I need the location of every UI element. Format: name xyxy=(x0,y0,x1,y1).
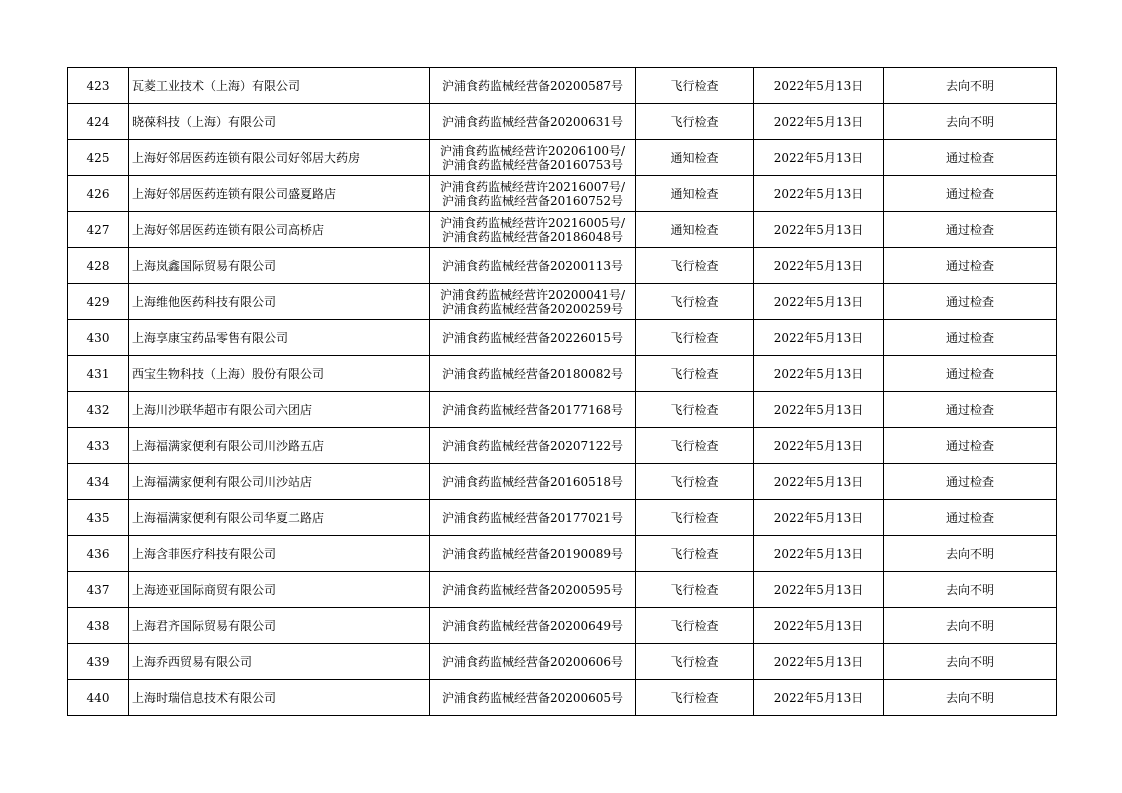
license-number-line: 沪浦食药监械经营备20226015号 xyxy=(441,330,624,345)
inspection-method-cell: 飞行检查 xyxy=(636,500,754,536)
license-number-line: 沪浦食药监械经营备20186048号 xyxy=(441,229,624,244)
inspection-result-cell: 去向不明 xyxy=(884,608,1057,644)
inspection-method-cell: 飞行检查 xyxy=(636,464,754,500)
license-number-cell xyxy=(430,572,636,608)
inspection-method-cell: 飞行检查 xyxy=(636,320,754,356)
license-number-line: 沪浦食药监械经营备20180082号 xyxy=(441,366,624,381)
inspection-method-cell: 飞行检查 xyxy=(636,104,754,140)
inspection-table-body xyxy=(68,68,1057,716)
row-number-cell: 427 xyxy=(68,212,129,248)
inspection-date-cell: 2022年5月13日 xyxy=(754,212,884,248)
inspection-method-cell: 飞行检查 xyxy=(636,428,754,464)
inspection-method-cell: 飞行检查 xyxy=(636,68,754,104)
license-number-line: 沪浦食药监械经营许20206100号/ xyxy=(439,143,626,158)
inspection-method-cell: 飞行检查 xyxy=(636,536,754,572)
company-name-cell: 上海乔西贸易有限公司 xyxy=(129,644,430,680)
license-number-cell xyxy=(430,248,636,284)
row-number-cell: 437 xyxy=(68,572,129,608)
inspection-date-cell: 2022年5月13日 xyxy=(754,248,884,284)
inspection-date-cell: 2022年5月13日 xyxy=(754,68,884,104)
inspection-method-cell: 飞行检查 xyxy=(636,248,754,284)
license-number-cell xyxy=(430,68,636,104)
license-number-line: 沪浦食药监械经营备20177168号 xyxy=(441,402,624,417)
table-row xyxy=(68,212,1057,248)
inspection-date-cell: 2022年5月13日 xyxy=(754,644,884,680)
inspection-date-cell: 2022年5月13日 xyxy=(754,428,884,464)
row-number-cell: 429 xyxy=(68,284,129,320)
row-number-cell: 440 xyxy=(68,680,129,716)
license-number-line: 沪浦食药监械经营备20160752号 xyxy=(441,193,624,208)
inspection-date-cell: 2022年5月13日 xyxy=(754,284,884,320)
inspection-method-cell: 飞行检查 xyxy=(636,572,754,608)
table-row xyxy=(68,428,1057,464)
inspection-result-cell: 去向不明 xyxy=(884,536,1057,572)
company-name-cell: 上海含菲医疗科技有限公司 xyxy=(129,536,430,572)
table-row xyxy=(68,104,1057,140)
inspection-method-cell: 通知检查 xyxy=(636,176,754,212)
license-number-line: 沪浦食药监械经营备20207122号 xyxy=(441,438,624,453)
inspection-result-cell: 通过检查 xyxy=(884,320,1057,356)
license-number-cell xyxy=(430,428,636,464)
table-row xyxy=(68,68,1057,104)
inspection-date-cell: 2022年5月13日 xyxy=(754,176,884,212)
inspection-date-cell: 2022年5月13日 xyxy=(754,572,884,608)
row-number-cell: 423 xyxy=(68,68,129,104)
inspection-method-cell: 飞行检查 xyxy=(636,608,754,644)
company-name-cell: 上海好邻居医药连锁有限公司盛夏路店 xyxy=(129,176,430,212)
license-number-cell xyxy=(430,356,636,392)
row-number-cell: 428 xyxy=(68,248,129,284)
license-number-cell xyxy=(430,536,636,572)
company-name-cell: 晓葆科技（上海）有限公司 xyxy=(129,104,430,140)
license-number-line: 沪浦食药监械经营备20177021号 xyxy=(441,510,624,525)
row-number-cell: 438 xyxy=(68,608,129,644)
table-row xyxy=(68,320,1057,356)
inspection-date-cell: 2022年5月13日 xyxy=(754,680,884,716)
license-number-line: 沪浦食药监械经营备20200649号 xyxy=(441,618,624,633)
license-number-cell xyxy=(430,608,636,644)
row-number-cell: 424 xyxy=(68,104,129,140)
inspection-table xyxy=(67,67,1057,716)
table-row xyxy=(68,392,1057,428)
inspection-result-cell: 通过检查 xyxy=(884,140,1057,176)
inspection-result-cell: 去向不明 xyxy=(884,68,1057,104)
license-number-cell xyxy=(430,140,636,176)
inspection-result-cell: 去向不明 xyxy=(884,680,1057,716)
inspection-result-cell: 通过检查 xyxy=(884,212,1057,248)
table-row xyxy=(68,248,1057,284)
company-name-cell: 上海岚鑫国际贸易有限公司 xyxy=(129,248,430,284)
company-name-cell: 上海迹亚国际商贸有限公司 xyxy=(129,572,430,608)
license-number-cell xyxy=(430,464,636,500)
inspection-method-cell: 通知检查 xyxy=(636,140,754,176)
company-name-cell: 上海福满家便利有限公司川沙站店 xyxy=(129,464,430,500)
table-row xyxy=(68,680,1057,716)
table-row xyxy=(68,140,1057,176)
company-name-cell: 上海川沙联华超市有限公司六团店 xyxy=(129,392,430,428)
row-number-cell: 431 xyxy=(68,356,129,392)
company-name-cell: 上海好邻居医药连锁有限公司高桥店 xyxy=(129,212,430,248)
inspection-date-cell: 2022年5月13日 xyxy=(754,320,884,356)
inspection-method-cell: 飞行检查 xyxy=(636,356,754,392)
license-number-cell xyxy=(430,680,636,716)
company-name-cell: 上海时瑞信息技术有限公司 xyxy=(129,680,430,716)
license-number-line: 沪浦食药监械经营备20190089号 xyxy=(441,546,624,561)
license-number-line: 沪浦食药监械经营许20216005号/ xyxy=(439,215,626,230)
table-row xyxy=(68,644,1057,680)
license-number-line: 沪浦食药监械经营备20200113号 xyxy=(441,258,624,273)
license-number-line: 沪浦食药监械经营许20200041号/ xyxy=(439,287,626,302)
row-number-cell: 434 xyxy=(68,464,129,500)
company-name-cell: 瓦菱工业技术（上海）有限公司 xyxy=(129,68,430,104)
license-number-line: 沪浦食药监械经营备20200259号 xyxy=(441,301,624,316)
table-row xyxy=(68,608,1057,644)
table-row xyxy=(68,500,1057,536)
table-row xyxy=(68,284,1057,320)
inspection-date-cell: 2022年5月13日 xyxy=(754,392,884,428)
license-number-line: 沪浦食药监械经营备20160518号 xyxy=(441,474,624,489)
license-number-line: 沪浦食药监械经营备20200587号 xyxy=(441,78,624,93)
table-row xyxy=(68,176,1057,212)
company-name-cell: 上海好邻居医药连锁有限公司好邻居大药房 xyxy=(129,140,430,176)
license-number-line: 沪浦食药监械经营备20160753号 xyxy=(441,157,624,172)
inspection-method-cell: 飞行检查 xyxy=(636,284,754,320)
table-row xyxy=(68,536,1057,572)
inspection-date-cell: 2022年5月13日 xyxy=(754,140,884,176)
license-number-line: 沪浦食药监械经营备20200606号 xyxy=(441,654,624,669)
license-number-cell xyxy=(430,176,636,212)
company-name-cell: 上海维他医药科技有限公司 xyxy=(129,284,430,320)
license-number-cell xyxy=(430,392,636,428)
table-row xyxy=(68,356,1057,392)
inspection-date-cell: 2022年5月13日 xyxy=(754,464,884,500)
row-number-cell: 435 xyxy=(68,500,129,536)
license-number-line: 沪浦食药监械经营备20200605号 xyxy=(441,690,624,705)
license-number-line: 沪浦食药监械经营备20200631号 xyxy=(441,114,624,129)
inspection-date-cell: 2022年5月13日 xyxy=(754,608,884,644)
row-number-cell: 436 xyxy=(68,536,129,572)
inspection-result-cell: 通过检查 xyxy=(884,500,1057,536)
inspection-result-cell: 通过检查 xyxy=(884,176,1057,212)
license-number-cell xyxy=(430,284,636,320)
license-number-line: 沪浦食药监械经营备20200595号 xyxy=(441,582,624,597)
inspection-result-cell: 去向不明 xyxy=(884,644,1057,680)
inspection-result-cell: 去向不明 xyxy=(884,572,1057,608)
row-number-cell: 425 xyxy=(68,140,129,176)
company-name-cell: 上海福满家便利有限公司华夏二路店 xyxy=(129,500,430,536)
license-number-line: 沪浦食药监械经营许20216007号/ xyxy=(439,179,626,194)
table-row xyxy=(68,572,1057,608)
company-name-cell: 上海福满家便利有限公司川沙路五店 xyxy=(129,428,430,464)
license-number-cell xyxy=(430,500,636,536)
company-name-cell: 上海享康宝药品零售有限公司 xyxy=(129,320,430,356)
inspection-result-cell: 去向不明 xyxy=(884,104,1057,140)
inspection-method-cell: 通知检查 xyxy=(636,212,754,248)
license-number-cell xyxy=(430,644,636,680)
company-name-cell: 西宝生物科技（上海）股份有限公司 xyxy=(129,356,430,392)
row-number-cell: 430 xyxy=(68,320,129,356)
row-number-cell: 432 xyxy=(68,392,129,428)
inspection-result-cell: 通过检查 xyxy=(884,356,1057,392)
inspection-date-cell: 2022年5月13日 xyxy=(754,536,884,572)
license-number-cell xyxy=(430,212,636,248)
row-number-cell: 426 xyxy=(68,176,129,212)
inspection-result-cell: 通过检查 xyxy=(884,428,1057,464)
row-number-cell: 433 xyxy=(68,428,129,464)
inspection-method-cell: 飞行检查 xyxy=(636,392,754,428)
license-number-cell xyxy=(430,320,636,356)
inspection-method-cell: 飞行检查 xyxy=(636,680,754,716)
inspection-date-cell: 2022年5月13日 xyxy=(754,500,884,536)
row-number-cell: 439 xyxy=(68,644,129,680)
inspection-date-cell: 2022年5月13日 xyxy=(754,104,884,140)
inspection-result-cell: 通过检查 xyxy=(884,464,1057,500)
inspection-method-cell: 飞行检查 xyxy=(636,644,754,680)
company-name-cell: 上海君齐国际贸易有限公司 xyxy=(129,608,430,644)
inspection-result-cell: 通过检查 xyxy=(884,248,1057,284)
inspection-result-cell: 通过检查 xyxy=(884,284,1057,320)
table-row xyxy=(68,464,1057,500)
license-number-cell xyxy=(430,104,636,140)
inspection-result-cell: 通过检查 xyxy=(884,392,1057,428)
inspection-date-cell: 2022年5月13日 xyxy=(754,356,884,392)
